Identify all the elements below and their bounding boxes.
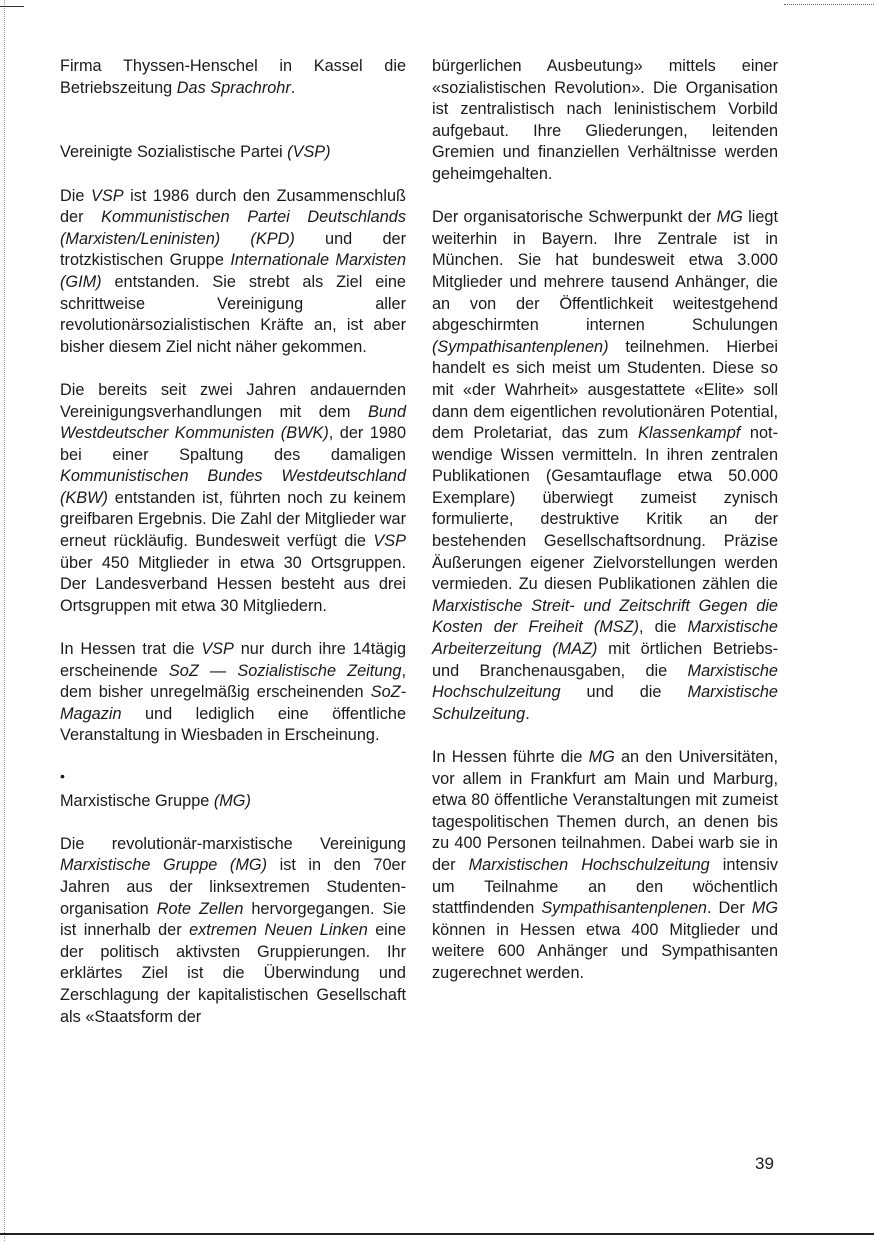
paragraph-mg-hessen bbox=[432, 747, 778, 985]
text-run: teilnehmen. Hierbei handelt es sich meist um Studenten. Diese so mit «der Wahrheit» ausgestattete «Elite» soll dann dem eigentlichen revolutionären Potential, dem Proletariat, das zum bbox=[432, 337, 778, 443]
italic-run: (Sympathisantenplenen) bbox=[432, 337, 609, 356]
italic-run: (MG) bbox=[213, 791, 251, 810]
top-left-rule bbox=[0, 6, 24, 7]
left-column bbox=[60, 56, 406, 1050]
right-column bbox=[432, 56, 778, 1006]
text-run: ist 1986 durch den Zusammenschluß der bbox=[60, 186, 406, 227]
text-run: Die bbox=[60, 186, 91, 205]
text-run: und die bbox=[560, 683, 688, 702]
heading-mg bbox=[60, 791, 406, 813]
text-run: entstanden ist, führten noch zu keinem greifbaren Ergebnis. Die Zahl der Mitglieder war erneut rückläufig. Bundesweit verfügt die bbox=[60, 488, 406, 551]
italic-run: Bund Westdeutscher Kommunisten (BWK) bbox=[60, 402, 406, 443]
text-run: entstanden. Sie strebt als Ziel eine schrittweise Vereinigung aller revolutionärsozialistischen Kräfte an, ist aber bisher diesem Ziel nicht näher gekommen. bbox=[60, 272, 406, 356]
paragraph-vsp-hessen bbox=[60, 639, 406, 747]
italic-run: MG bbox=[751, 899, 778, 918]
paragraph-mg-organisation bbox=[432, 207, 778, 725]
italic-run: Marxistische Arbeiterzeitung (MAZ) bbox=[432, 618, 778, 659]
text-run: und der trotzkistischen Gruppe bbox=[60, 229, 406, 270]
text-run: eine der politisch aktivsten Gruppierungen. Ihr erklärtes Ziel ist die Überwindung und Zerschlagung der kapitalistischen Gesellschaft als «Staatsform der bbox=[60, 921, 406, 1026]
italic-run: Sympathisantenplenen bbox=[541, 899, 707, 918]
text-run: Vereinigte Sozialistische Partei bbox=[60, 143, 288, 162]
heading-vsp bbox=[60, 142, 406, 164]
bullet-mark: • bbox=[60, 767, 65, 784]
text-run: , die bbox=[639, 618, 688, 637]
scan-edge-left bbox=[4, 0, 6, 1241]
italic-run: MG bbox=[588, 748, 615, 766]
page-number: 39 bbox=[755, 1154, 774, 1173]
italic-run: VSP bbox=[90, 186, 124, 205]
paragraph-vsp-negotiations bbox=[60, 380, 406, 618]
text-run: Firma Thyssen-Henschel in Kassel die Betriebszeitung bbox=[60, 57, 406, 97]
italic-run: SoZ-Magazin bbox=[60, 683, 406, 723]
text-run: über 450 Mitglieder in etwa 30 Ortsgruppen. Der Landesverband Hessen besteht aus drei Ortsgruppen mit etwa 30 Mitgliedern. bbox=[60, 553, 406, 615]
text-run: Die revolutionär-marxistische Vereinigung bbox=[60, 834, 406, 853]
italic-run: Klassenkampf bbox=[638, 424, 741, 443]
italic-run: Rote Zellen bbox=[156, 899, 244, 918]
text-run: und lediglich eine öffentliche Veranstaltung in Wiesbaden in Erscheinung. bbox=[60, 704, 406, 745]
bottom-rule bbox=[0, 1233, 874, 1235]
text-run: hervorgegangen. Sie ist innerhalb der bbox=[60, 899, 406, 940]
italic-run: Kommunistischen Bundes Westdeutschland (KBW) bbox=[60, 467, 406, 507]
spacer bbox=[60, 121, 406, 143]
text-run: liegt weiterhin in Bayern. Ihre Zentrale ist in München. Sie hat bundesweit etwa 3.000 Mitglieder und mehrere tausend Anhänger, die an von der Öffentlichkeit weitestgehend abgeschirmten internen Schulungen bbox=[432, 208, 778, 335]
italic-run: SoZ — Sozialistische Zeitung bbox=[168, 661, 402, 680]
italic-run: Marxistische Gruppe (MG) bbox=[60, 856, 267, 875]
italic-run: Kommunistischen Partei Deutschlands (Marxisten/Leninisten) (KPD) bbox=[60, 208, 406, 248]
text-run: Die bereits seit zwei Jahren andauernden Vereinigungsverhandlungen mit dem bbox=[60, 380, 406, 421]
text-run: an den Universitäten, vor allem in Frankfurt am Main und Marburg, etwa 80 öffentliche Veranstaltungen mit zumeist tagespolitischen Themen durch, an denen bis zu 400 Personen teilnahmen. Dabei warb sie in der bbox=[432, 748, 778, 874]
italic-run: Internationale Marxisten (GIM) bbox=[60, 251, 406, 291]
text-run: , der 1980 bei einer Spaltung des damaligen bbox=[60, 424, 407, 464]
italic-run: Marxistische Streit- und Zeitschrift Gegen die Kosten der Freiheit (MSZ) bbox=[432, 596, 778, 637]
text-run: . Der bbox=[706, 899, 752, 918]
paragraph-thyssen bbox=[60, 56, 406, 99]
italic-run: Marxistischen Hochschulzeitung bbox=[468, 855, 710, 874]
text-run: , dem bisher unregelmäßig erscheinenden bbox=[60, 661, 406, 702]
italic-run: extremen Neuen Linken bbox=[189, 921, 368, 940]
italic-run: VSP bbox=[201, 640, 234, 659]
text-run: . bbox=[290, 78, 296, 97]
text-run: . bbox=[525, 704, 530, 723]
italic-run: Marxistische Hochschulzeitung bbox=[432, 661, 778, 702]
italic-run: MG bbox=[716, 208, 743, 227]
text-run: In Hessen trat die bbox=[60, 640, 202, 659]
top-right-rule bbox=[784, 4, 874, 5]
text-run: bürgerlichen Ausbeutung» mittels einer «sozialistischen Revolution». Die Organisation ist zentralistisch nach leninistischem Vorbild aufgebaut. Ihre Gliederungen, leitenden Gremien und finanziellen Verhältnisse werden geheimgehalten. bbox=[432, 57, 778, 183]
italic-run: Das Sprachrohr bbox=[176, 78, 291, 97]
paragraph-mg-revolution bbox=[432, 56, 778, 186]
text-run: intensiv um Teilnahme an den wöchentlich stattfindenden bbox=[432, 855, 778, 918]
text-run: notwendige Wissen vermitteln. In ihren zentralen Publikationen (Gesamtauflage etwa 50.000 Exemplare) überwiegt zumeist zynisch formulierte, destruktive Kritik an der bestehenden Gesellschaftsordnung. Präzise Äußerungen eigener Zielvorstellungen werden vermieden. Zu diesen Publikationen zählen die bbox=[432, 424, 778, 594]
text-run: mit örtlichen Betriebs- und Branchenausgaben, die bbox=[432, 640, 779, 680]
text-run: Der organisatorische Schwerpunkt der bbox=[432, 208, 717, 227]
italic-run: Marxistische Schulzeitung bbox=[432, 683, 778, 723]
text-run: ist in den 70er Jahren aus der linksextremen Studentenorganisation bbox=[60, 856, 406, 918]
paragraph-mg-origin bbox=[60, 834, 406, 1028]
text-run: nur durch ihre 14tägig erscheinende bbox=[60, 640, 406, 680]
italic-run: (VSP) bbox=[287, 143, 331, 162]
italic-run: VSP bbox=[373, 532, 406, 551]
text-run: In Hessen führte die bbox=[432, 748, 589, 766]
text-run: Marxistische Gruppe bbox=[60, 791, 214, 810]
paragraph-vsp-founding bbox=[60, 186, 406, 359]
text-run: können in Hessen etwa 400 Mitglieder und weitere 600 Anhänger und Sympathisanten zugerechnet werden. bbox=[432, 920, 778, 982]
